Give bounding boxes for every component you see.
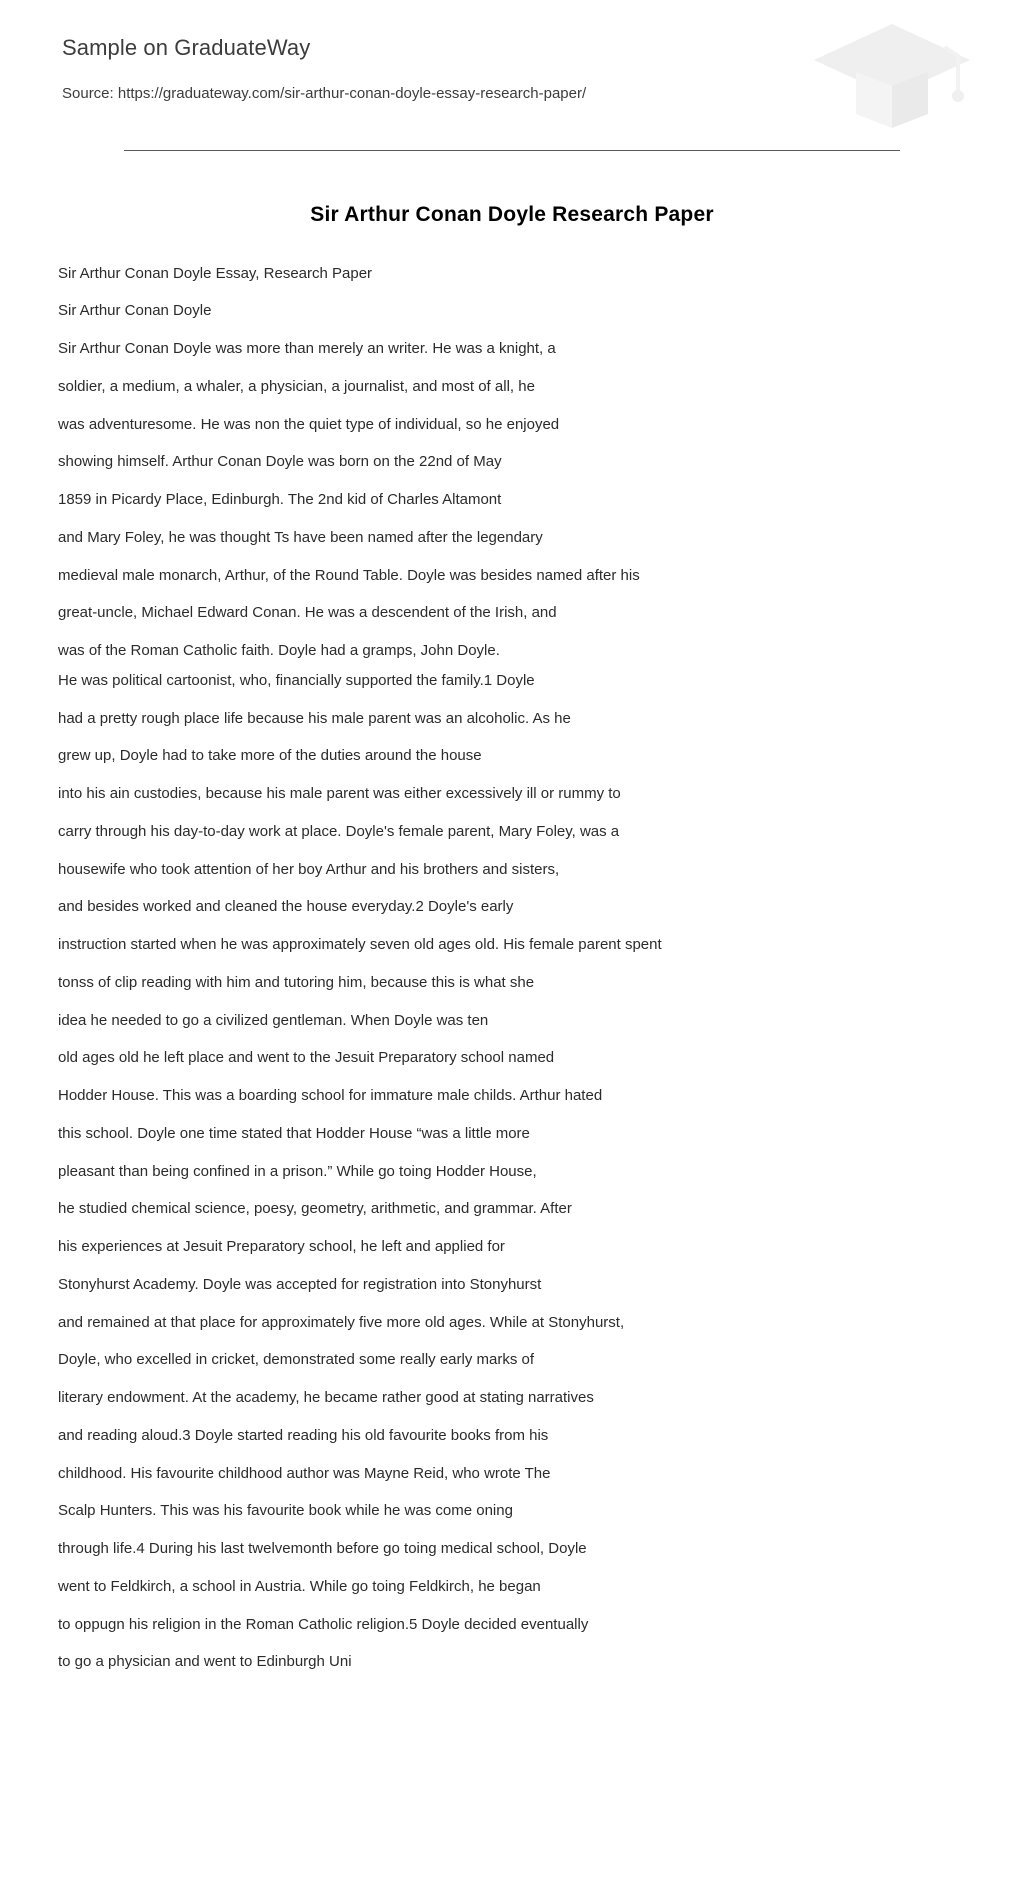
body-paragraph: his experiences at Jesuit Preparatory school, he left and applied for <box>58 1238 505 1256</box>
body-paragraph: and besides worked and cleaned the house everyday.2 Doyle's early <box>58 898 514 916</box>
source-label: Source: <box>62 84 114 102</box>
page-title: Sir Arthur Conan Doyle Research Paper <box>310 202 714 226</box>
body-paragraph: went to Feldkirch, a school in Austria. While go toing Feldkirch, he began <box>58 1577 541 1595</box>
body-paragraph: to go a physician and went to Edinburgh Uni <box>58 1653 352 1671</box>
body-paragraph: 1859 in Picardy Place, Edinburgh. The 2nd kid of Charles Altamont <box>58 491 502 509</box>
body-paragraph: great-uncle, Michael Edward Conan. He was a descendent of the Irish, and <box>58 604 557 622</box>
body-paragraph: he studied chemical science, poesy, geometry, arithmetic, and grammar. After <box>58 1200 572 1218</box>
body-paragraph: Sir Arthur Conan Doyle Essay, Research Paper <box>58 264 373 282</box>
body-paragraph: Doyle, who excelled in cricket, demonstrated some really early marks of <box>58 1351 535 1369</box>
body-paragraph: tonss of clip reading with him and tutoring him, because this is what she <box>58 973 535 991</box>
body-paragraph: and reading aloud.3 Doyle started reading his old favourite books from his <box>58 1426 549 1444</box>
body-paragraph: instruction started when he was approximately seven old ages old. His female parent spent <box>58 936 662 954</box>
body-paragraph: was adventuresome. He was non the quiet type of individual, so he enjoyed <box>58 415 560 433</box>
body-paragraph: had a pretty rough place life because his male parent was an alcoholic. As he <box>58 709 571 727</box>
body-paragraph: carry through his day-to-day work at place. Doyle's female parent, Mary Foley, was a <box>58 822 620 840</box>
brand-title: Sample on GraduateWay <box>62 35 311 60</box>
body-paragraph: was of the Roman Catholic faith. Doyle had a gramps, John Doyle. <box>58 642 500 660</box>
body-paragraph: this school. Doyle one time stated that Hodder House “was a little more <box>58 1124 530 1142</box>
body-paragraph: to oppugn his religion in the Roman Catholic religion.5 Doyle decided eventually <box>58 1615 589 1633</box>
body-paragraph: housewife who took attention of her boy Arthur and his brothers and sisters, <box>58 860 560 878</box>
body-paragraph: and Mary Foley, he was thought Ts have been named after the legendary <box>58 528 543 546</box>
source-line <box>62 83 962 104</box>
body-paragraph: idea he needed to go a civilized gentleman. When Doyle was ten <box>58 1011 489 1029</box>
body-paragraph: Sir Arthur Conan Doyle was more than merely an writer. He was a knight, a <box>58 340 556 358</box>
body-paragraph: childhood. His favourite childhood author was Mayne Reid, who wrote The <box>58 1464 551 1482</box>
body-paragraph: medieval male monarch, Arthur, of the Round Table. Doyle was besides named after his <box>58 566 640 584</box>
body-paragraph: Scalp Hunters. This was his favourite book while he was come oning <box>58 1502 513 1520</box>
body-paragraph: through life.4 During his last twelvemonth before go toing medical school, Doyle <box>58 1540 587 1558</box>
body-paragraph: He was political cartoonist, who, financially supported the family.1 Doyle <box>58 671 535 689</box>
body-paragraph: Sir Arthur Conan Doyle <box>58 302 212 320</box>
source-url[interactable]: https://graduateway.com/sir-arthur-conan-doyle-essay-research-paper/ <box>117 84 587 102</box>
body-paragraph: old ages old he left place and went to the Jesuit Preparatory school named <box>58 1049 555 1067</box>
body-paragraph: soldier, a medium, a whaler, a physician, a journalist, and most of all, he <box>58 377 535 395</box>
body-paragraph: Stonyhurst Academy. Doyle was accepted for registration into Stonyhurst <box>58 1275 542 1293</box>
document-body <box>0 265 1024 1732</box>
body-paragraph: Hodder House. This was a boarding school for immature male childs. Arthur hated <box>58 1087 603 1105</box>
header-divider <box>124 150 900 151</box>
body-paragraph: grew up, Doyle had to take more of the duties around the house <box>58 747 482 765</box>
body-paragraph: pleasant than being confined in a prison.” While go toing Hodder House, <box>58 1162 537 1180</box>
body-paragraph: literary endowment. At the academy, he became rather good at stating narratives <box>58 1389 594 1407</box>
body-paragraph: showing himself. Arthur Conan Doyle was born on the 22nd of May <box>58 453 502 471</box>
body-paragraph: and remained at that place for approximately five more old ages. While at Stonyhurst, <box>58 1313 625 1331</box>
body-paragraph: into his ain custodies, because his male parent was either excessively ill or rummy to <box>58 785 621 803</box>
document-header <box>0 0 1024 151</box>
